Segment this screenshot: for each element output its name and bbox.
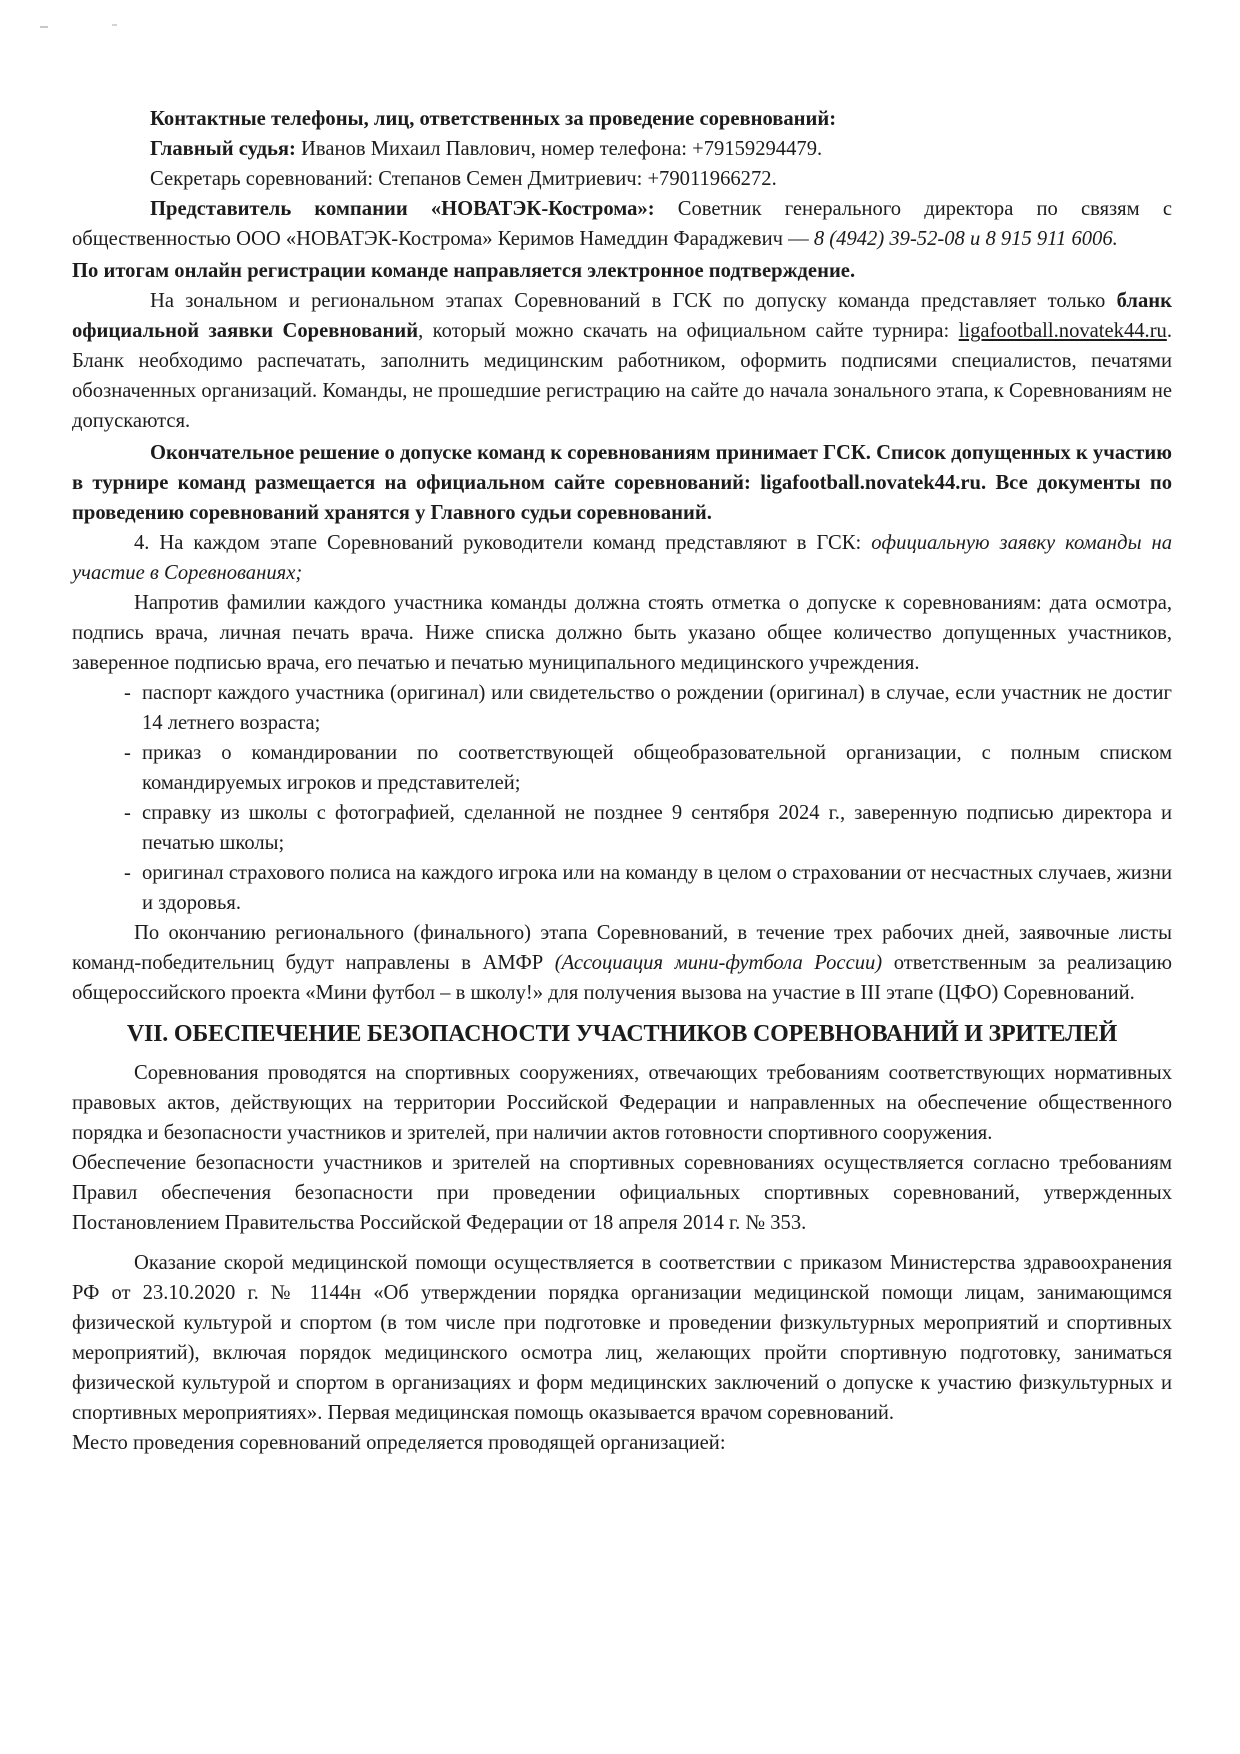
judge-line: Главный судья: Иванов Михаил Павлович, номер телефона: +79159294479.: [150, 138, 823, 160]
registration-paragraph: На зональном и региональном этапах Соревнований в ГСК по допуску команда представляет только бланк официальной заявки Соревнований, который можно скачать на официальном сайте турнира: ligafootball.novatek44.ru. Бланк необходимо распечатать, заполнить медицинским работником, оформить подписями специалистов, печатями обозначенных организаций. Команды, не прошедшие регистрацию на сайте до начала зонального этапа, к Соревнованиям не допускаются.: [72, 290, 1173, 432]
documents-list: [72, 678, 1172, 918]
safety-paragraph: Обеспечение безопасности участников и зрителей на спортивных соревнованиях осуществляется согласно требованиям Правил обеспечения безопасности при проведении официальных спортивных соревнований, утвержденных Постановлением Правительства Российской Федерации от 18 апреля 2014 г. № 353.: [72, 1152, 1172, 1234]
tournament-site-link[interactable]: ligafootball.novatek44.ru: [958, 320, 1167, 342]
list-item: - оригинал страхового полиса на каждого игрока или на команду в целом о страховании от несчастных случаев, жизни и здоровья.: [124, 858, 1172, 918]
venue-paragraph: Место проведения соревнований определяется проводящей организацией:: [72, 1432, 726, 1454]
final-stage-paragraph: По окончанию регионального (финального) этапа Соревнований, в течение трех рабочих дней, заявочные листы команд-победительниц будут направлены в АМФР (Ассоциация мини-футбола России) ответственным за реализацию общероссийского проекта «Мини футбол – в школу!» для получения вызова на участие в III этапе (ЦФО) Соревнований.: [72, 922, 1172, 1004]
representative-paragraph: Представитель компании «НОВАТЭК-Кострома»: Советник генерального директора по связям с общественностью ООО «НОВАТЭК-Кострома» Керимов Намеддин Фараджевич — 8 (4942) 39-52-08 и 8 915 911 6006.: [72, 198, 1172, 250]
item-4-paragraph: 4. На каждом этапе Соревнований руководители команд представляют в ГСК: официальную заявку команды на участие в Соревнованиях;: [72, 532, 1172, 584]
list-item: - справку из школы с фотографией, сделанной не позднее 9 сентября 2024 г., заверенную подписью директора и печатью школы;: [124, 798, 1172, 858]
contacts-heading: Контактные телефоны, лиц, ответственных за проведение соревнований:: [150, 108, 837, 130]
registration-confirmation: По итогам онлайн регистрации команде направляется электронное подтверждение.: [72, 260, 856, 282]
secretary-line: Секретарь соревнований: Степанов Семен Дмитриевич: +79011966272.: [150, 168, 777, 190]
medical-help-paragraph: Оказание скорой медицинской помощи осуществляется в соответствии с приказом Министерства здравоохранения РФ от 23.10.2020 г. № 1144н «Об утверждении порядка организации медицинской помощи лицам, занимающимся физической культурой и спортом (в том числе при подготовке и проведении физкультурных мероприятий и спортивных мероприятий), включая порядок медицинского осмотра лиц, желающих пройти спортивную подготовку, заниматься физической культурой и спортом в организациях и форм медицинских заключений о допуске к участию физкультурных и спортивных мероприятиях». Первая медицинская помощь оказывается врачом соревнований.: [72, 1252, 1172, 1424]
facilities-paragraph: Соревнования проводятся на спортивных сооружениях, отвечающих требованиям соответствующих нормативных правовых актов, действующих на территории Российской Федерации и направленных на обеспечение общественного порядка и безопасности участников и зрителей, при наличии актов готовности спортивного сооружения.: [72, 1062, 1172, 1144]
admission-decision-paragraph: Окончательное решение о допуске команд к соревнованиям принимает ГСК. Список допущенных к участию в турнире команд размещается на официальном сайте соревнований: ligafootball.novatek44.ru. Все документы по проведению соревнований хранятся у Главного судьи соревнований.: [72, 442, 1172, 524]
list-item: - приказ о командировании по соответствующей общеобразовательной организации, с полным списком командируемых игроков и представителей;: [124, 738, 1172, 798]
scan-mark: [112, 24, 117, 26]
section-7-title: VII. ОБЕСПЕЧЕНИЕ БЕЗОПАСНОСТИ УЧАСТНИКОВ СОРЕВНОВАНИЙ И ЗРИТЕЛЕЙ: [126, 1021, 1118, 1047]
list-item: - паспорт каждого участника (оригинал) или свидетельство о рождении (оригинал) в случае, если участник не достиг 14 летнего возраста;: [124, 678, 1172, 738]
document-body: [72, 104, 1172, 1458]
scan-mark: [40, 26, 48, 28]
medical-mark-paragraph: Напротив фамилии каждого участника команды должна стоять отметка о допуске к соревнованиям: дата осмотра, подпись врача, личная печать врача. Ниже списка должно быть указано общее количество допущенных участников, заверенное подписью врача, его печатью и печатью муниципального медицинского учреждения.: [72, 592, 1172, 674]
